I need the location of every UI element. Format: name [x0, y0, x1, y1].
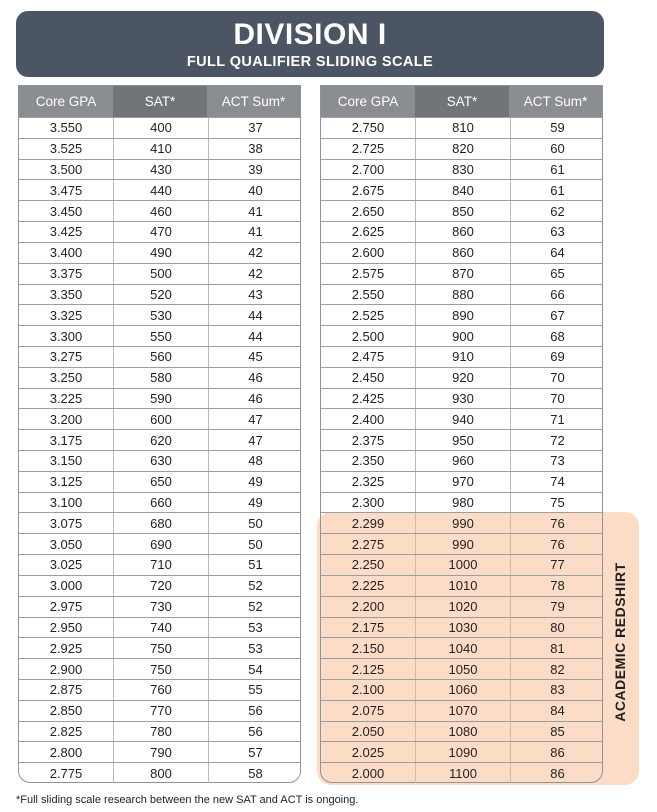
act-sum-cell: 77 [510, 555, 604, 575]
core-gpa-cell: 2.775 [49, 765, 83, 781]
sliding-scale-table-right [320, 85, 603, 783]
core-gpa-cell: 2.299 [351, 515, 385, 531]
sat-cell: 730 [113, 597, 208, 617]
act-sum-cell: 41 [208, 222, 302, 242]
sat-cell: 870 [415, 264, 510, 284]
core-gpa-cell: 2.925 [49, 640, 83, 656]
table-row [19, 242, 300, 263]
core-gpa-cell: 3.250 [49, 370, 83, 386]
core-gpa-cell: 2.600 [351, 245, 385, 261]
act-sum-cell: 66 [510, 285, 604, 305]
act-sum-cell: 41 [208, 201, 302, 221]
act-sum-cell: 78 [510, 576, 604, 596]
act-sum-cell: 68 [510, 326, 604, 346]
sat-cell: 910 [415, 347, 510, 367]
sat-cell: 740 [113, 618, 208, 638]
act-sum-cell: 42 [208, 243, 302, 263]
core-gpa-cell: 2.750 [351, 120, 385, 136]
table-row [321, 179, 602, 200]
act-sum-cell: 73 [510, 451, 604, 471]
table-row [19, 408, 300, 429]
act-sum-cell: 40 [208, 180, 302, 200]
act-sum-cell: 53 [208, 638, 302, 658]
act-sum-cell: 83 [510, 680, 604, 700]
table-row [19, 179, 300, 200]
act-sum-cell: 70 [510, 368, 604, 388]
act-sum-cell: 86 [510, 742, 604, 762]
table-row [321, 138, 602, 159]
table-row [19, 284, 300, 305]
core-gpa-cell: 2.850 [49, 703, 83, 719]
core-gpa-cell: 3.175 [49, 432, 83, 448]
table-row [19, 263, 300, 284]
table-row [321, 200, 602, 221]
core-gpa-cell: 3.025 [49, 557, 83, 573]
sat-cell: 1030 [415, 618, 510, 638]
core-gpa-cell: 2.275 [351, 536, 385, 552]
core-gpa-cell: 2.000 [351, 765, 385, 781]
core-gpa-cell: 2.525 [351, 307, 385, 323]
core-gpa-cell: 3.550 [49, 120, 83, 136]
sat-cell: 900 [415, 326, 510, 346]
title-banner [16, 11, 604, 77]
act-sum-cell: 42 [208, 264, 302, 284]
table-row [321, 284, 602, 305]
sat-cell: 780 [113, 722, 208, 742]
table-row [321, 700, 602, 721]
core-gpa-cell: 3.050 [49, 536, 83, 552]
act-sum-cell: 86 [510, 763, 604, 783]
sat-cell: 830 [415, 160, 510, 180]
core-gpa-cell: 2.625 [351, 224, 385, 240]
core-gpa-cell: 2.450 [351, 370, 385, 386]
table-row [19, 492, 300, 513]
column-header-act-sum: ACT Sum* [207, 86, 300, 117]
table-row [19, 304, 300, 325]
column-header-core-gpa: Core GPA [321, 86, 415, 117]
act-sum-cell: 85 [510, 722, 604, 742]
table-row [19, 637, 300, 658]
sat-cell: 1040 [415, 638, 510, 658]
table-row [321, 637, 602, 658]
sat-cell: 1100 [415, 763, 510, 783]
core-gpa-cell: 2.700 [351, 162, 385, 178]
table-row [19, 700, 300, 721]
core-gpa-cell: 2.225 [351, 578, 385, 594]
act-sum-cell: 71 [510, 409, 604, 429]
act-sum-cell: 72 [510, 430, 604, 450]
table-row [19, 138, 300, 159]
table-row [321, 533, 602, 554]
core-gpa-cell: 2.675 [351, 182, 385, 198]
table-row [19, 429, 300, 450]
table-row [321, 221, 602, 242]
act-sum-cell: 55 [208, 680, 302, 700]
core-gpa-cell: 3.475 [49, 182, 83, 198]
sat-cell: 550 [113, 326, 208, 346]
table-row [321, 367, 602, 388]
core-gpa-cell: 3.400 [49, 245, 83, 261]
core-gpa-cell: 3.525 [49, 141, 83, 157]
sat-cell: 430 [113, 160, 208, 180]
act-sum-cell: 38 [208, 139, 302, 159]
core-gpa-cell: 2.075 [351, 703, 385, 719]
page-title: DIVISION I [233, 18, 387, 51]
sat-cell: 860 [415, 243, 510, 263]
sat-cell: 440 [113, 180, 208, 200]
core-gpa-cell: 2.650 [351, 203, 385, 219]
core-gpa-cell: 2.475 [351, 349, 385, 365]
core-gpa-cell: 3.100 [49, 495, 83, 511]
core-gpa-cell: 3.350 [49, 286, 83, 302]
sat-cell: 820 [415, 139, 510, 159]
act-sum-cell: 79 [510, 597, 604, 617]
core-gpa-cell: 2.825 [49, 723, 83, 739]
core-gpa-cell: 2.500 [351, 328, 385, 344]
table-row [19, 721, 300, 742]
act-sum-cell: 44 [208, 305, 302, 325]
core-gpa-cell: 2.175 [351, 619, 385, 635]
sat-cell: 490 [113, 243, 208, 263]
table-row [19, 575, 300, 596]
act-sum-cell: 54 [208, 659, 302, 679]
core-gpa-cell: 2.050 [351, 723, 385, 739]
table-row [321, 388, 602, 409]
sat-cell: 840 [415, 180, 510, 200]
sat-cell: 990 [415, 534, 510, 554]
sat-cell: 1050 [415, 659, 510, 679]
table-row [19, 512, 300, 533]
sat-cell: 750 [113, 638, 208, 658]
act-sum-cell: 67 [510, 305, 604, 325]
act-sum-cell: 39 [208, 160, 302, 180]
sat-cell: 750 [113, 659, 208, 679]
sat-cell: 590 [113, 389, 208, 409]
sat-cell: 1010 [415, 576, 510, 596]
footnote: *Full sliding scale research between the new SAT and ACT is ongoing. [16, 794, 359, 806]
act-sum-cell: 64 [510, 243, 604, 263]
act-sum-cell: 60 [510, 139, 604, 159]
sat-cell: 990 [415, 513, 510, 533]
sat-cell: 680 [113, 513, 208, 533]
sat-cell: 1000 [415, 555, 510, 575]
table-row [321, 471, 602, 492]
core-gpa-cell: 3.000 [49, 578, 83, 594]
sat-cell: 960 [415, 451, 510, 471]
core-gpa-cell: 2.350 [351, 453, 385, 469]
act-sum-cell: 52 [208, 597, 302, 617]
act-sum-cell: 75 [510, 493, 604, 513]
act-sum-cell: 84 [510, 701, 604, 721]
table-row [321, 263, 602, 284]
column-header-core-gpa: Core GPA [19, 86, 113, 117]
act-sum-cell: 44 [208, 326, 302, 346]
table-row [19, 346, 300, 367]
sat-cell: 690 [113, 534, 208, 554]
sat-cell: 980 [415, 493, 510, 513]
act-sum-cell: 74 [510, 472, 604, 492]
act-sum-cell: 61 [510, 180, 604, 200]
core-gpa-cell: 2.975 [49, 599, 83, 615]
act-sum-cell: 76 [510, 534, 604, 554]
core-gpa-cell: 2.150 [351, 640, 385, 656]
act-sum-cell: 69 [510, 347, 604, 367]
column-header-sat: SAT* [415, 86, 509, 117]
act-sum-cell: 43 [208, 285, 302, 305]
table-row [321, 159, 602, 180]
table-row [19, 554, 300, 575]
act-sum-cell: 47 [208, 409, 302, 429]
table-row [19, 221, 300, 242]
sat-cell: 560 [113, 347, 208, 367]
sat-cell: 630 [113, 451, 208, 471]
table-row [321, 596, 602, 617]
core-gpa-cell: 3.275 [49, 349, 83, 365]
table-row [321, 741, 602, 762]
core-gpa-cell: 2.400 [351, 411, 385, 427]
sat-cell: 770 [113, 701, 208, 721]
table-row [19, 159, 300, 180]
table-row [321, 721, 602, 742]
core-gpa-cell: 3.200 [49, 411, 83, 427]
core-gpa-cell: 2.575 [351, 266, 385, 282]
core-gpa-cell: 3.425 [49, 224, 83, 240]
sat-cell: 1060 [415, 680, 510, 700]
sat-cell: 460 [113, 201, 208, 221]
act-sum-cell: 47 [208, 430, 302, 450]
act-sum-cell: 45 [208, 347, 302, 367]
core-gpa-cell: 2.125 [351, 661, 385, 677]
core-gpa-cell: 3.075 [49, 515, 83, 531]
core-gpa-cell: 2.950 [49, 619, 83, 635]
act-sum-cell: 56 [208, 722, 302, 742]
sat-cell: 760 [113, 680, 208, 700]
sat-cell: 410 [113, 139, 208, 159]
core-gpa-cell: 2.900 [49, 661, 83, 677]
core-gpa-cell: 3.325 [49, 307, 83, 323]
core-gpa-cell: 2.425 [351, 390, 385, 406]
table-row [321, 242, 602, 263]
core-gpa-cell: 3.500 [49, 162, 83, 178]
table-row [321, 575, 602, 596]
column-header-act-sum: ACT Sum* [509, 86, 602, 117]
table-row [321, 346, 602, 367]
sat-cell: 800 [113, 763, 208, 783]
core-gpa-cell: 2.550 [351, 286, 385, 302]
table-row [19, 117, 300, 138]
table-row [321, 658, 602, 679]
table-row [19, 200, 300, 221]
table-row [19, 450, 300, 471]
page-subtitle: FULL QUALIFIER SLIDING SCALE [186, 54, 434, 70]
act-sum-cell: 76 [510, 513, 604, 533]
sat-cell: 470 [113, 222, 208, 242]
core-gpa-cell: 3.125 [49, 474, 83, 490]
sat-cell: 600 [113, 409, 208, 429]
core-gpa-cell: 2.025 [351, 744, 385, 760]
core-gpa-cell: 3.225 [49, 390, 83, 406]
core-gpa-cell: 2.300 [351, 495, 385, 511]
sat-cell: 790 [113, 742, 208, 762]
sat-cell: 1080 [415, 722, 510, 742]
sat-cell: 500 [113, 264, 208, 284]
table-header [321, 86, 602, 117]
core-gpa-cell: 3.300 [49, 328, 83, 344]
sat-cell: 930 [415, 389, 510, 409]
table-row [19, 658, 300, 679]
core-gpa-cell: 2.725 [351, 141, 385, 157]
sat-cell: 940 [415, 409, 510, 429]
table-row [19, 762, 300, 783]
table-row [19, 679, 300, 700]
act-sum-cell: 50 [208, 534, 302, 554]
core-gpa-cell: 2.200 [351, 599, 385, 615]
sat-cell: 530 [113, 305, 208, 325]
table-row [19, 388, 300, 409]
sat-cell: 920 [415, 368, 510, 388]
table-header [19, 86, 300, 117]
act-sum-cell: 56 [208, 701, 302, 721]
act-sum-cell: 80 [510, 618, 604, 638]
act-sum-cell: 61 [510, 160, 604, 180]
sat-cell: 860 [415, 222, 510, 242]
act-sum-cell: 70 [510, 389, 604, 409]
sat-cell: 850 [415, 201, 510, 221]
act-sum-cell: 49 [208, 493, 302, 513]
core-gpa-cell: 3.150 [49, 453, 83, 469]
core-gpa-cell: 2.375 [351, 432, 385, 448]
act-sum-cell: 49 [208, 472, 302, 492]
core-gpa-cell: 2.875 [49, 682, 83, 698]
act-sum-cell: 53 [208, 618, 302, 638]
core-gpa-cell: 2.100 [351, 682, 385, 698]
table-row [19, 471, 300, 492]
table-row [19, 325, 300, 346]
core-gpa-cell: 3.375 [49, 266, 83, 282]
act-sum-cell: 46 [208, 389, 302, 409]
core-gpa-cell: 2.800 [49, 744, 83, 760]
act-sum-cell: 82 [510, 659, 604, 679]
table-row [321, 554, 602, 575]
core-gpa-cell: 2.250 [351, 557, 385, 573]
table-row [321, 325, 602, 346]
sat-cell: 1020 [415, 597, 510, 617]
act-sum-cell: 57 [208, 742, 302, 762]
table-row [321, 117, 602, 138]
act-sum-cell: 48 [208, 451, 302, 471]
sat-cell: 1070 [415, 701, 510, 721]
table-row [19, 617, 300, 638]
sat-cell: 650 [113, 472, 208, 492]
act-sum-cell: 51 [208, 555, 302, 575]
table-row [321, 617, 602, 638]
table-row [321, 429, 602, 450]
sat-cell: 620 [113, 430, 208, 450]
table-row [321, 679, 602, 700]
core-gpa-cell: 3.450 [49, 203, 83, 219]
sat-cell: 400 [113, 118, 208, 138]
core-gpa-cell: 2.325 [351, 474, 385, 490]
sat-cell: 880 [415, 285, 510, 305]
sat-cell: 1090 [415, 742, 510, 762]
table-row [321, 512, 602, 533]
act-sum-cell: 50 [208, 513, 302, 533]
sat-cell: 810 [415, 118, 510, 138]
column-header-sat: SAT* [113, 86, 207, 117]
act-sum-cell: 37 [208, 118, 302, 138]
sat-cell: 950 [415, 430, 510, 450]
sat-cell: 970 [415, 472, 510, 492]
table-row [321, 408, 602, 429]
act-sum-cell: 59 [510, 118, 604, 138]
sat-cell: 710 [113, 555, 208, 575]
sat-cell: 720 [113, 576, 208, 596]
sliding-scale-table-left [18, 85, 301, 783]
table-row [19, 367, 300, 388]
act-sum-cell: 62 [510, 201, 604, 221]
table-row [321, 492, 602, 513]
sat-cell: 520 [113, 285, 208, 305]
table-row [321, 450, 602, 471]
act-sum-cell: 65 [510, 264, 604, 284]
act-sum-cell: 63 [510, 222, 604, 242]
table-row [19, 741, 300, 762]
sat-cell: 890 [415, 305, 510, 325]
sat-cell: 660 [113, 493, 208, 513]
table-row [321, 762, 602, 783]
table-row [321, 304, 602, 325]
act-sum-cell: 52 [208, 576, 302, 596]
act-sum-cell: 46 [208, 368, 302, 388]
act-sum-cell: 58 [208, 763, 302, 783]
table-row [19, 596, 300, 617]
sat-cell: 580 [113, 368, 208, 388]
act-sum-cell: 81 [510, 638, 604, 658]
table-row [19, 533, 300, 554]
